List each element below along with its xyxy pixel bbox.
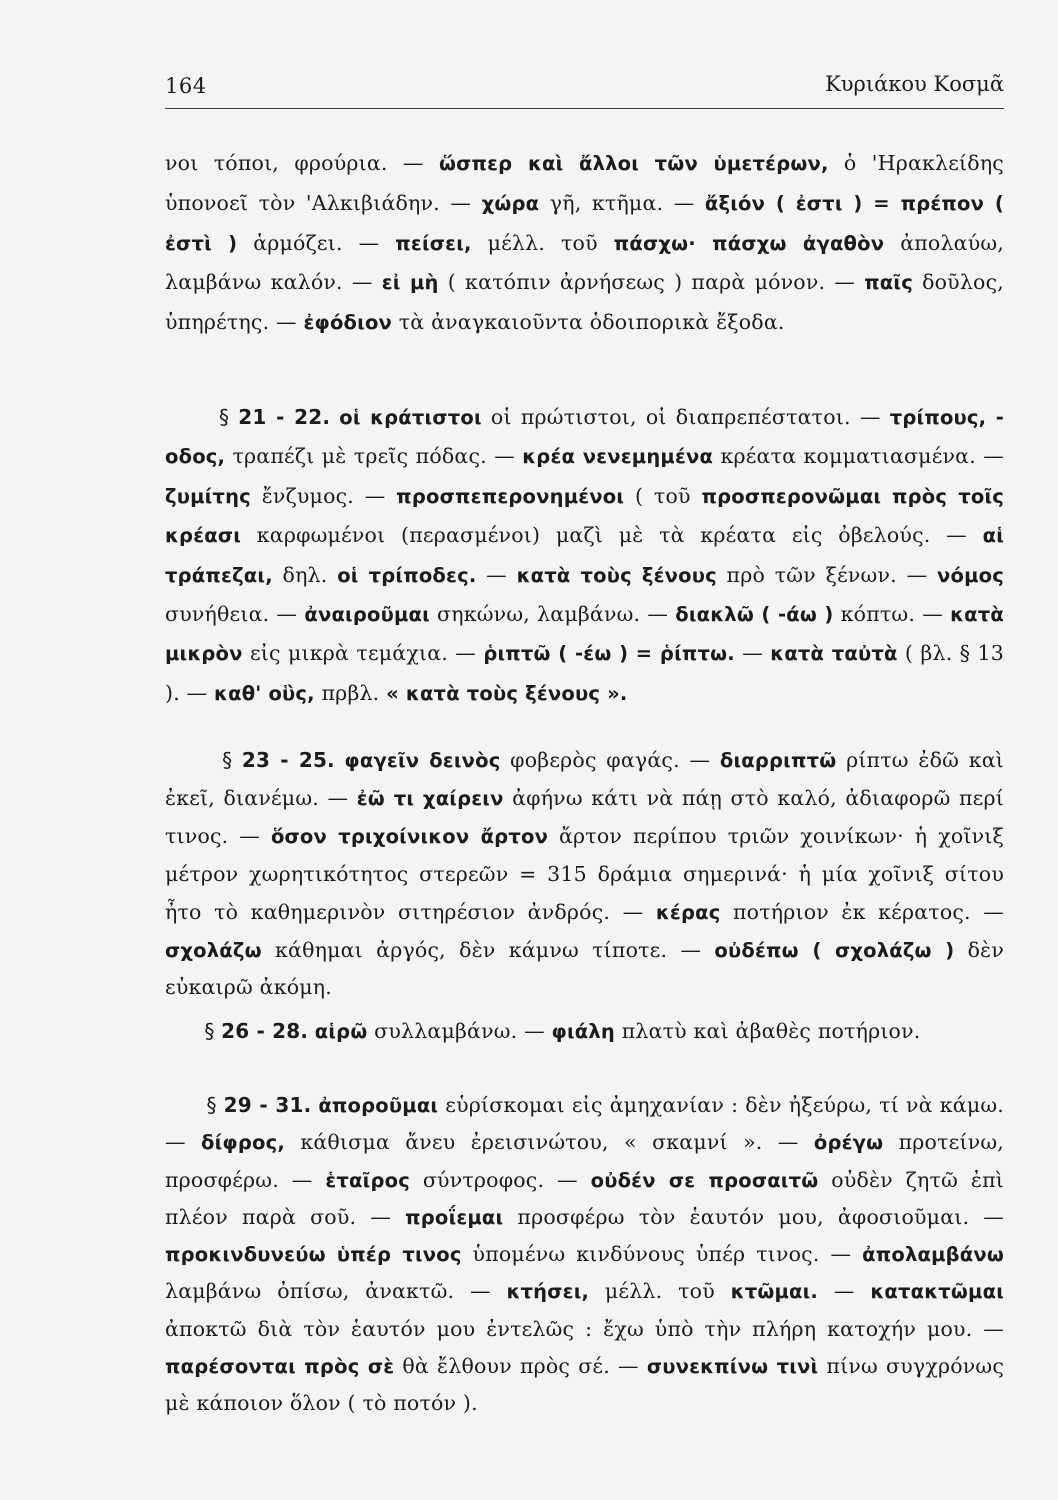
headword: αἱρῶ [314,1020,368,1043]
headword: ἄξιόν ( ἐστι ) = πρέπον ( ἐστὶ ) [165,191,1004,255]
headword: διαρριπτῶ [719,749,837,772]
gloss-text: φοβερὸς φαγάς. — [500,748,720,772]
headword: προκινδυνεύω ὑπέρ τινος [165,1243,462,1267]
gloss-text: πρβλ. [314,680,387,705]
gloss-text: ἄρτον περίπου τριῶν χοινίκων· ἡ χοῖνιξ μέτρον χωρητικότητος στερεῶν = 315 δράμια σημερινά· ἡ μία χοῖνιξ σίτου ἦτο τὸ καθημερινὸν σιτηρέσιον ἀνδρός. — [165,823,1004,924]
gloss-text: τραπέζι μὲ τρεῖς πόδας. — [225,444,523,469]
gloss-text: ὑπομένω κινδύνους ὑπέρ τινος. — [461,1242,863,1267]
headword: εἰ μὴ [381,271,439,295]
headword: διακλῶ ( -άω ) [675,603,834,627]
headword: ῥιπτῶ ( -έω ) = ῥίπτω. [483,642,735,666]
gloss-text: νοι τόποι, φρούρια. — [165,151,439,175]
gloss-text: κάθισμα ἄνευ ἐρεισινώτου, « σκαμνί ». — [285,1130,814,1155]
headword: παῖς [864,271,913,295]
section-marker: § 23 - 25. [165,748,335,772]
headword: ὥσπερ καὶ ἄλλοι τῶν ὑμετέρων, [438,152,829,175]
headword: συνεκπίνω τινὶ [646,1355,819,1379]
headword: κτῶμαι. [730,1280,819,1304]
section-number: 23 - 25. [241,748,335,772]
gloss-text: συνήθεια. — [165,602,305,627]
headword: κατὰ ταὐτὰ [770,642,898,666]
headword: κτήσει, [506,1280,590,1304]
gloss-text: πλατὺ καὶ ἀβαθὲς ποτήριον. [615,1019,921,1043]
running-title: Κυριάκου Κοσμᾶ [825,72,1004,96]
paragraph-section-26-28 [165,1012,1004,1051]
gloss-text: — [476,562,517,587]
gloss-text: ὁ 'Ηρακλείδης ὑπονοεῖ τὸν 'Αλκιβιάδην. — [165,151,1004,215]
headword: πάσχω· πάσχω ἀγαθὸν [613,231,885,255]
headword: παρέσονται πρὸς σὲ [165,1355,395,1379]
gloss-text: οἱ πρώτιστοι, οἱ διαπρεπέστατοι. — [481,405,890,429]
headword: « κατὰ τοὺς ξένους ». [386,681,628,705]
gloss-text: προσφέρω τὸν ἑαυτόν μου, ἀφοσιοῦμαι. — [503,1204,1004,1229]
headword: προσπεπερονημένοι [396,484,625,508]
paragraph-continuation [165,144,1004,343]
gloss-text: ἀφήνω κάτι νὰ πάῃ στὸ καλό, ἀδιαφορῶ περί τινος. — [165,785,1004,848]
gloss-text: δοῦλος, ὑπηρέτης. — [165,270,1004,335]
headword: ἐφόδιον [303,311,393,335]
headword: καθ' οὓς, [214,681,315,705]
page-number: 164 [165,74,207,98]
headword: κατὰ τοὺς ξένους [516,563,717,587]
headword: ἐῶ τι χαίρειν [356,786,504,810]
section-marker: § 21 - 22. [165,405,331,429]
gloss-text: κάθημαι ἀργός, δὲν κάμνω τίποτε. — [261,937,715,962]
gloss-text: λαμβάνω ὀπίσω, ἀνακτῶ. — [165,1279,507,1304]
headword: οὐδέπω ( σχολάζω ) [714,938,955,962]
headword: κρέα νενεμημένα [522,445,714,469]
gloss-text: εὑρίσκομαι εἰς ἀμηχανίαν : δὲν ἠξεύρω, τί νὰ κάμω. — [165,1093,1004,1155]
gloss-text: δηλ. [272,562,338,587]
gloss-text: ( τοῦ [624,483,702,508]
headword: προσπερονῶμαι [701,484,882,508]
gloss-text: θὰ ἔλθουν πρὸς σέ. — [394,1354,647,1379]
gloss-text: ἀποκτῶ διὰ τὸν ἑαυτόν μου ἐντελῶς : ἔχω ὑπὸ τὴν πλήρη κατοχήν μου. — [165,1316,1004,1341]
headword: πείσει, [395,231,472,255]
headword: ἑταῖρος [325,1168,410,1192]
headword: φαγεῖν δεινὸς [344,749,501,772]
headword: κατὰ μικρὸν [165,603,1004,666]
gloss-text: ποτήριον ἐκ κέρατος. — [720,899,1004,924]
section-number: 21 - 22. [238,405,331,429]
paragraph-section-29-31 [165,1087,1004,1423]
paragraph-text [165,1012,1004,1051]
gloss-text: κόπτω. — [833,602,951,627]
headword: σχολάζω [165,938,262,962]
gloss-text: — [734,641,771,666]
gloss-text: σύντροφος. — [409,1167,591,1192]
gloss-text: πρὸ τῶν ξένων. — [716,562,937,587]
headword: ὅσον τριχοίνικον ἄρτον [270,824,549,848]
gloss-text: οὐδὲν ζητῶ ἐπὶ πλέον παρὰ σοῦ. — [165,1167,1004,1229]
section-marker: § 26 - 28. [165,1019,309,1043]
header-rule [165,108,1004,109]
gloss-text: — [818,1279,871,1304]
paragraph-section-23-25 [165,742,1004,1007]
gloss-text: ἁρμόζει. — [237,230,396,255]
gloss-text: ( βλ. § 13 ). — [165,641,1004,705]
headword: κατακτῶμαι [870,1280,1004,1304]
gloss-text: συλλαμβάνω. — [367,1019,552,1043]
paragraph-text [165,398,1004,713]
gloss-text: πίνω συγχρόνως μὲ κάποιον ὅλον ( τὸ ποτόν ). [165,1354,1004,1416]
paragraph-section-21-22 [165,398,1004,713]
gloss-text: τὰ ἀναγκαιοῦντα ὁδοιπορικὰ ἔξοδα. [392,310,785,335]
paragraph-text [165,144,1004,343]
headword: φιάλη [551,1020,615,1043]
headword: ἀπολαμβάνω [862,1243,1005,1267]
headword: ὀρέγω [813,1131,884,1155]
paragraph-text [165,742,1004,1007]
headword: ἀναιροῦμαι [304,603,430,627]
headword: χώρα [481,191,540,215]
gloss-text: εἰς μικρὰ τεμάχια. — [242,641,484,666]
gloss-text: μέλλ. τοῦ [471,230,614,255]
gloss-text: γῆ, κτῆμα. — [539,190,705,215]
headword: νόμος [937,563,1004,587]
gloss-text: καρφωμένοι (περασμένοι) μαζὶ μὲ τὰ κρέατα εἰς ὀβελούς. — [241,523,983,548]
section-marker: § 29 - 31. [165,1093,312,1117]
headword: ζυμίτης [165,484,251,508]
headword: προΐεμαι [405,1205,504,1229]
gloss-text: ρίπτω ἐδῶ καὶ ἐκεῖ, διανέμω. — [165,748,1004,810]
gloss-text: ἔνζυμος. — [250,483,397,508]
gloss-text: κρέατα κομματιασμένα. — [713,444,1004,469]
gloss-text: προτείνω, προσφέρω. — [165,1130,1004,1192]
gloss-text: ἀπολαύω, λαμβάνω καλόν. — [165,230,1004,295]
headword: κέρας [655,900,721,924]
headword: ἀποροῦμαι [318,1094,439,1117]
headword: οὐδέν σε προσαιτῶ [590,1168,819,1192]
gloss-text: ( κατόπιν ἀρνήσεως ) παρὰ μόνον. — [438,270,865,295]
paragraph-text [165,1087,1004,1423]
page-header [165,66,1004,106]
headword: αἱ τράπεζαι, [165,524,1004,587]
gloss-text: δὲν εὐκαιρῶ ἀκόμη. [165,937,1004,1000]
section-number: 29 - 31. [223,1093,312,1117]
gloss-text [881,484,892,508]
headword: οἱ κράτιστοι [339,406,482,429]
headword: τρίπους, - οδος, [165,406,1005,469]
section-number: 26 - 28. [221,1019,309,1043]
headword: δίφρος, [201,1131,285,1155]
gloss-text: μέλλ. τοῦ [589,1279,731,1304]
headword: πρὸς τοῖς κρέασι [165,484,1004,548]
gloss-text: σηκώνω, λαμβάνω. — [429,602,676,627]
headword: οἱ τρίποδες. [337,563,477,587]
